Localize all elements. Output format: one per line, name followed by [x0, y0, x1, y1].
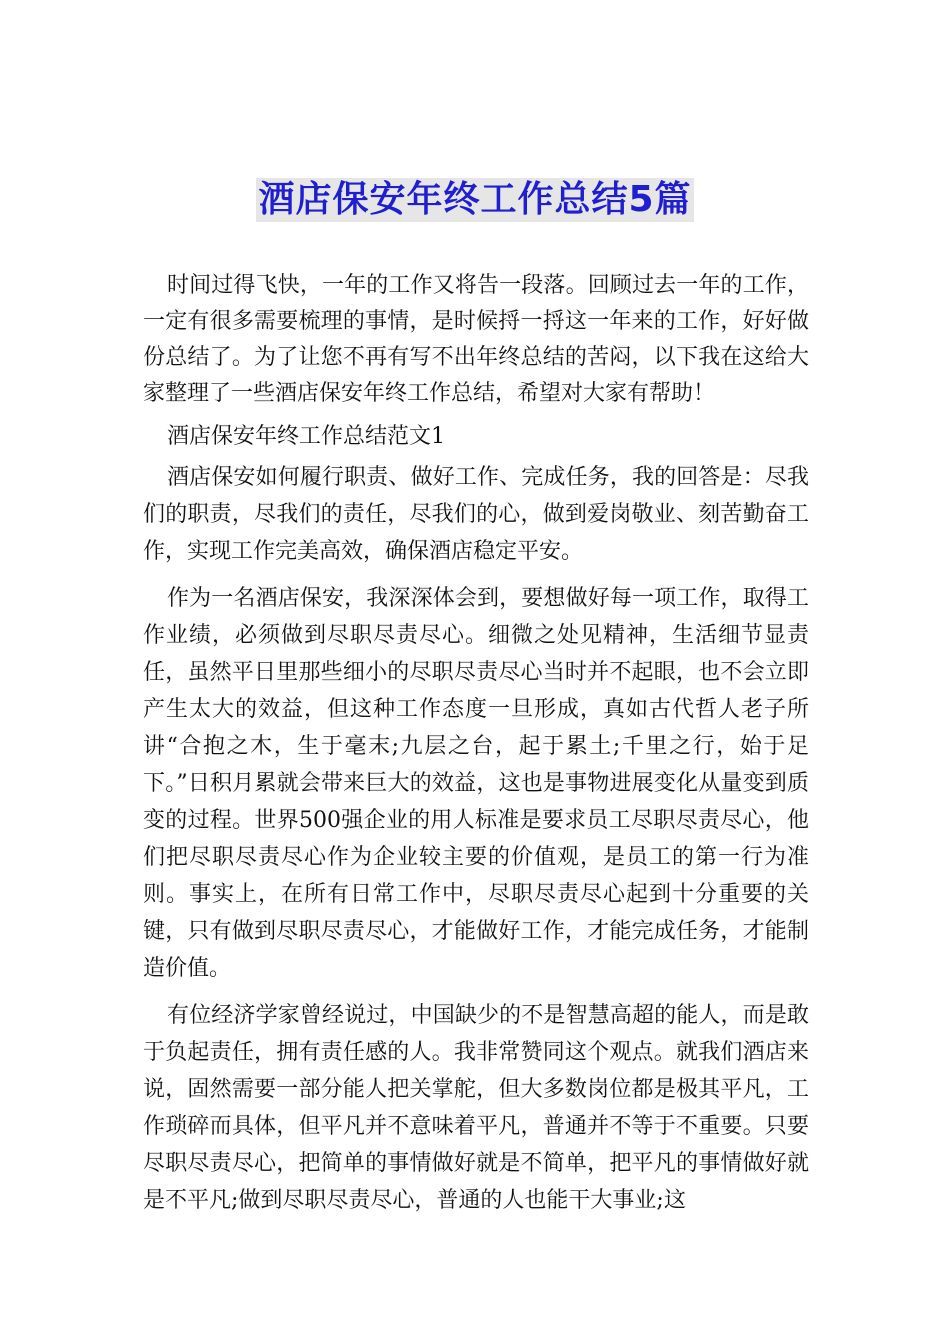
title-container [0, 178, 950, 222]
intro-paragraph: 时间过得飞快，一年的工作又将告一段落。回顾过去一年的工作，一定有很多需要梳理的事情，是时候捋一捋这一年来的工作，好好做份总结了。为了让您不再有写不出年终总结的苦闷，以下我在这给大家整理了一些酒店保安年终工作总结，希望对大家有帮助！ [143, 273, 809, 406]
body-paragraph: 酒店保安如何履行职责、做好工作、完成任务，我的回答是：尽我们的职责，尽我们的责任，尽我们的心，做到爱岗敬业、刻苦勤奋工作，实现工作完美高效，确保酒店稳定平安。 [143, 465, 809, 564]
body-paragraph: 作为一名酒店保安，我深深体会到，要想做好每一项工作，取得工作业绩，必须做到尽职尽责尽心。细微之处见精神，生活细节显责任，虽然平日里那些细小的尽职尽责尽心当时并不起眼，也不会立即产生太大的效益，但这种工作态度一旦形成，真如古代哲人老子所讲“合抱之木，生于毫末;九层之台，起于累土;千里之行，始于足下。”日积月累就会带来巨大的效益，这也是事物进展变化从量变到质变的过程。世界500强企业的用人标准是要求员工尽职尽责尽心，他们把尽职尽责尽心作为企业较主要的价值观，是员工的第一行为准则。事实上，在所有日常工作中，尽职尽责尽心起到十分重要的关键，只有做到尽职尽责尽心，才能做好工作，才能完成任务，才能制造价值。 [143, 586, 809, 981]
document-body [143, 268, 809, 1229]
section-heading: 酒店保安年终工作总结范文1 [167, 424, 445, 449]
document-title: 酒店保安年终工作总结5篇 [258, 179, 692, 220]
body-paragraph: 有位经济学家曾经说过，中国缺少的不是智慧高超的能人，而是敢于负起责任，拥有责任感的人。我非常赞同这个观点。就我们酒店来说，固然需要一部分能人把关掌舵，但大多数岗位都是极其平凡，工作琐碎而具体，但平凡并不意味着平凡，普通并不等于不重要。只要尽职尽责尽心，把简单的事情做好就是不简单，把平凡的事情做好就是不平凡;做到尽职尽责尽心，普通的人也能干大事业;这 [143, 1003, 809, 1213]
